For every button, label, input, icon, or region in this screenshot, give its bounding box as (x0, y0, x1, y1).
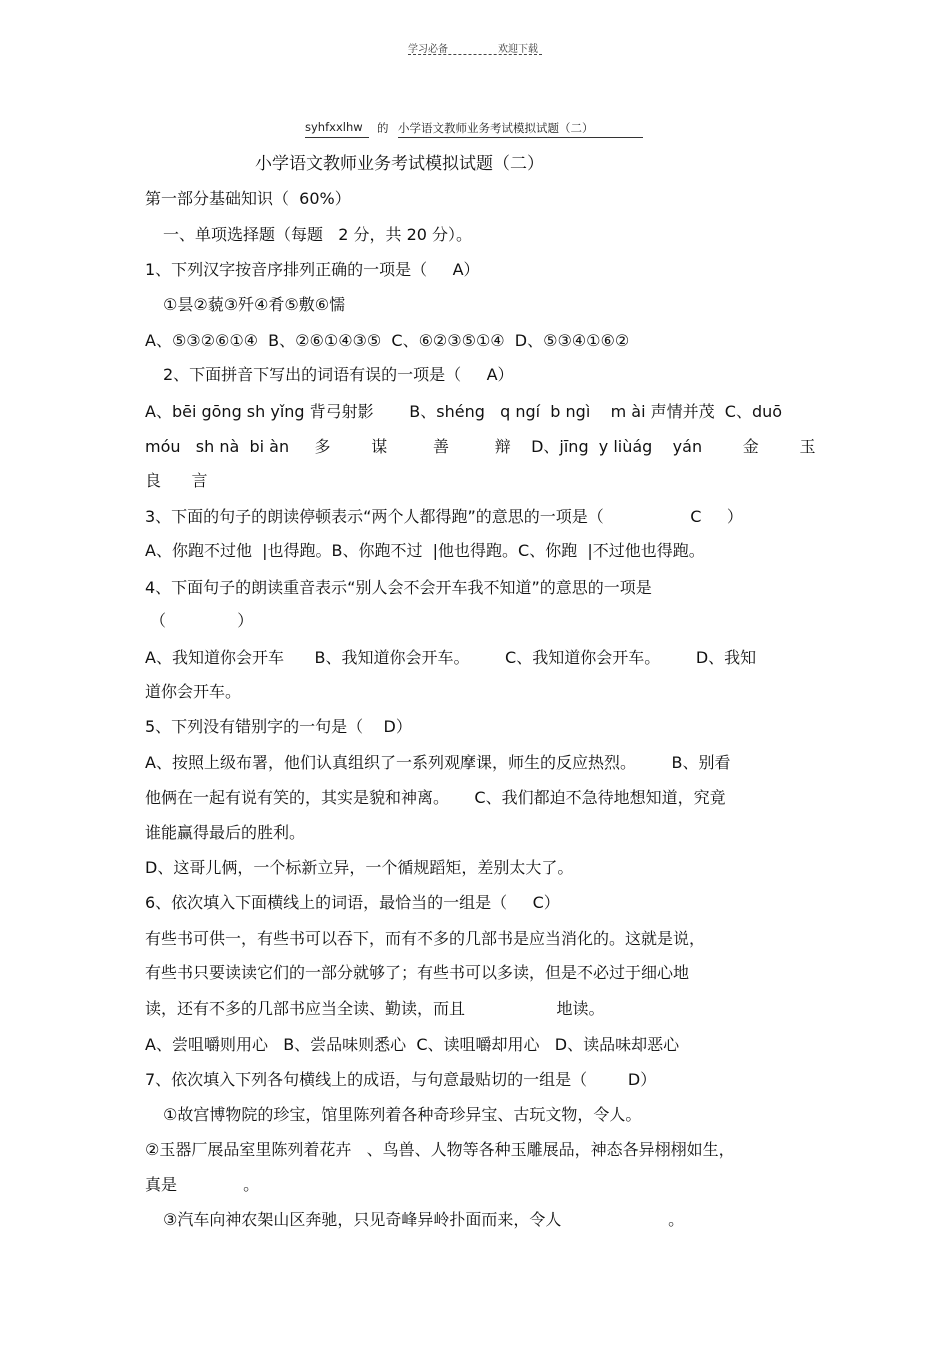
header-left-text: 学习必备 (408, 44, 448, 55)
question-6-passage-line-2: 有些书只要读读它们的一部分就够了；有些书可以多读，但是不必过于细心地 (145, 963, 690, 982)
question-4-answer-blank: （ ） (150, 611, 254, 630)
header-right-text: 欢迎下载 (498, 44, 538, 55)
question-1-items: ①昙②藐③歼④肴⑤敷⑥懦 (163, 295, 346, 314)
question-2-options-line-1: A、bēi gōng sh yǐng 背弓射影 B、shéng q ngí b ngì m ài 声情并茂 C、duō (145, 402, 783, 421)
question-4-options-line-1: A、我知道你会开车 B、我知道你会开车。 C、我知道你会开车。 D、我知 (145, 648, 757, 667)
subtitle-underline-title (398, 137, 643, 138)
question-6-passage-line-3: 读，还有不多的几部书应当全读、勤读，而且 地读。 (145, 999, 605, 1018)
question-6-passage-line-1: 有些书可供一，有些书可以吞下，而有不多的几部书是应当消化的。这就是说， (145, 929, 706, 948)
page-title: 小学语文教师业务考试模拟试题（二） (255, 154, 544, 174)
question-6: 6、依次填入下面横线上的词语，最恰当的一组是（ C） (145, 893, 560, 912)
question-5-options-line-1: A、按照上级布署，他们认真组织了一系列观摩课，师生的反应热烈。 B、别看 (145, 753, 731, 772)
question-3: 3、下面的句子的朗读停顿表示“两个人都得跑”的意思的一项是（ C ） (145, 507, 743, 526)
subtitle-underline-user (305, 137, 369, 138)
header-divider (408, 54, 542, 55)
subtitle-doc-title: 小学语文教师业务考试模拟试题（二） (398, 121, 594, 135)
subtitle-user: syhfxxlhw (305, 120, 363, 134)
question-4-options-line-2: 道你会开车。 (145, 682, 242, 701)
section-heading: 第一部分基础知识（ 60%） (145, 189, 351, 208)
question-7: 7、依次填入下列各句横线上的成语，与句意最贴切的一组是（ D） (145, 1070, 657, 1089)
question-5: 5、下列没有错别字的一句是（ D） (145, 717, 412, 736)
question-2-options-line-3: 良 言 (145, 471, 208, 490)
question-group-heading: 一、单项选择题（每题 2 分，共 20 分）。 (163, 225, 473, 244)
question-7-item-1: ①故宫博物院的珍宝，馆里陈列着各种奇珍异宝、古玩文物，令人。 (163, 1105, 642, 1124)
question-5-options-line-3: 谁能赢得最后的胜利。 (145, 823, 306, 842)
question-7-item-3: ③汽车向神农架山区奔驰，只见奇峰异岭扑面而来，令人 。 (163, 1210, 685, 1229)
question-3-options: A、你跑不过他 |也得跑。B、你跑不过 |他也得跑。C、你跑 |不过他也得跑。 (145, 541, 705, 560)
question-6-options: A、尝咀嚼则用心 B、尝品味则悉心 C、读咀嚼却用心 D、读品味却恶心 (145, 1035, 680, 1054)
question-4: 4、下面句子的朗读重音表示“别人会不会开车我不知道”的意思的一项是 (145, 578, 652, 597)
question-1: 1、下列汉字按音序排列正确的一项是（ A） (145, 260, 480, 279)
question-2-options-line-2: móu sh nà bi àn 多 谋 善 辩 D、jīng y liùág yán 金 玉 (145, 437, 816, 456)
question-5-options-line-4: D、这哥儿俩，一个标新立异，一个循规蹈矩，差别太大了。 (145, 858, 574, 877)
question-7-item-2-cont: 真是 。 (145, 1175, 260, 1194)
question-1-options: A、⑤③②⑥①④ B、②⑥①④③⑤ C、⑥②③⑤①④ D、⑤③④①⑥② (145, 331, 630, 350)
document-subtitle (305, 120, 650, 140)
page-header (408, 38, 544, 60)
subtitle-de: 的 (377, 121, 389, 135)
question-5-options-line-2: 他俩在一起有说有笑的，其实是貌和神离。 C、我们都迫不急待地想知道，究竟 (145, 788, 726, 807)
question-7-item-2: ②玉器厂展品室里陈列着花卉 、鸟兽、人物等各种玉雕展品，神态各异栩栩如生， (145, 1140, 735, 1159)
question-2: 2、下面拼音下写出的词语有误的一项是（ A） (163, 365, 514, 384)
